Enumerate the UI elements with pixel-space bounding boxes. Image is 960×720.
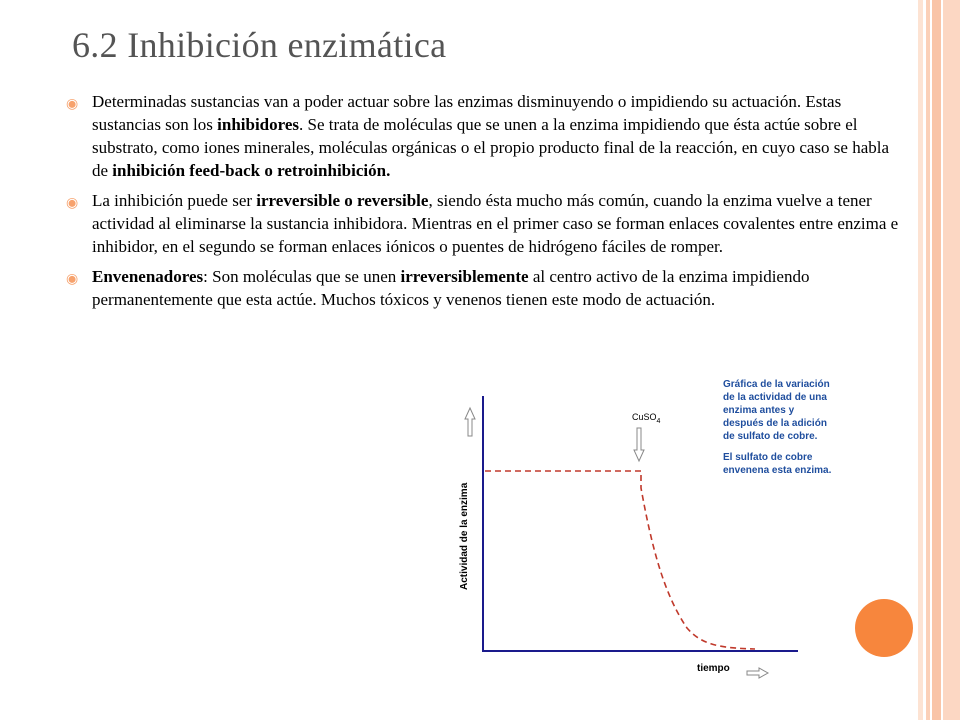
y-axis-label: Actividad de la enzima xyxy=(459,482,470,590)
decor-stripe-1 xyxy=(918,0,923,720)
figure-caption xyxy=(723,378,833,485)
circle-bullet-icon: ◉ xyxy=(66,271,79,287)
figure-caption-1: Gráfica de la variación de la actividad de una enzima antes y después de la adición de sulfato de cobre. xyxy=(723,379,830,442)
x-axis-label: tiempo xyxy=(697,663,730,674)
circle-bullet-icon: ◉ xyxy=(66,195,79,211)
bullet-3-text: Envenenadores: Son moléculas que se unen irreversiblemente al centro activo de la enzima impidiendo permanentemente que esta actúe. Muchos tóxicos y venenos tienen este modo de actuación. xyxy=(92,267,810,309)
reagent-arrow-icon xyxy=(634,428,644,461)
decor-circle xyxy=(855,599,913,657)
bullet-item-3 xyxy=(66,265,902,311)
reagent-label: CuSO$_4$ xyxy=(632,412,661,425)
bullet-1-text: Determinadas sustancias van a poder actuar sobre las enzimas disminuyendo o impidiendo su actuación. Estas sustancias son los inhibidores. Se trata de moléculas que se unen a la enzima impidiendo que ésta actúe sobre el substrato, como iones minerales, moléculas orgánicas o el propio producto final de la reacción, en cuyo caso se habla de inhibición feed-back o retroinhibición. xyxy=(92,92,890,180)
activity-curve xyxy=(485,471,755,649)
decor-stripe-2 xyxy=(926,0,930,720)
circle-bullet-icon: ◉ xyxy=(66,96,79,112)
decor-stripe-4 xyxy=(943,0,960,720)
figure-caption-2: El sulfato de cobre envenena esta enzima. xyxy=(723,452,832,476)
y-axis-arrow-icon xyxy=(465,408,475,436)
slide-title: 6.2 Inhibición enzimática xyxy=(72,25,447,65)
bullet-item-2 xyxy=(66,189,902,258)
bullet-list xyxy=(66,90,902,318)
bullet-item-1 xyxy=(66,90,902,182)
decor-stripe-3 xyxy=(932,0,941,720)
x-axis-arrow-icon xyxy=(747,668,768,678)
bullet-2-text: La inhibición puede ser irreversible o reversible, siendo ésta mucho más común, cuando la enzima vuelve a tener actividad al eliminarse la sustancia inhibidora. Mientras en el primer caso se forman enlaces covalentes entre enzima e inhibidor, en el segundo se forman enlaces iónicos o puentes de hidrógeno fáciles de romper. xyxy=(92,191,899,256)
